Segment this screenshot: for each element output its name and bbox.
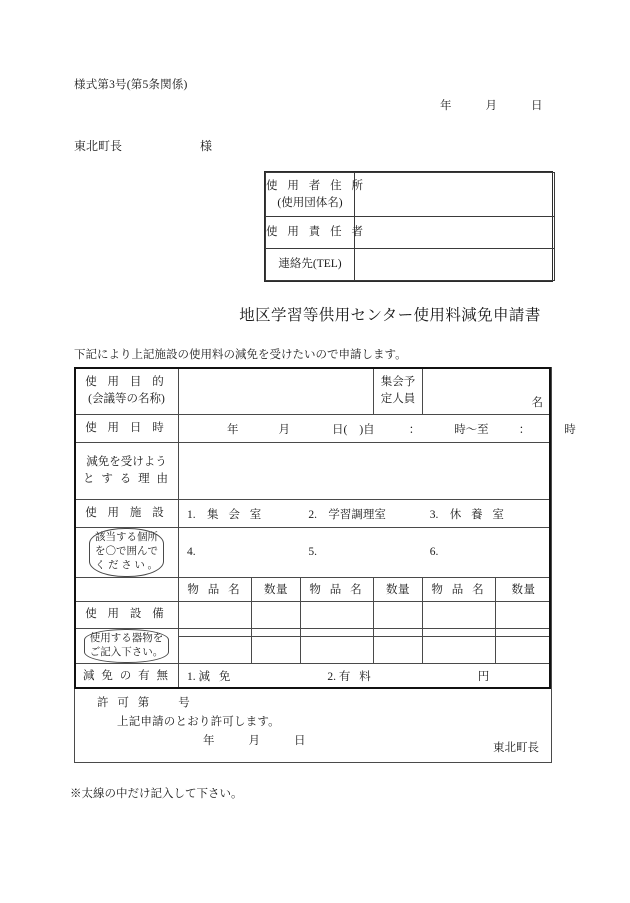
purpose-label-line2: (会議等の名称) (88, 393, 165, 405)
addressee-name: 東北町長 (74, 139, 123, 153)
equipment-header-qty-2: 数量 (374, 577, 423, 601)
equipment-header-qty-1: 数量 (252, 577, 301, 601)
table-row-datetime (75, 415, 552, 443)
equipment-cell-item[interactable] (423, 601, 496, 628)
facility-options-row-2[interactable] (179, 528, 552, 578)
datetime-month: 月 (278, 423, 290, 436)
equipment-cell-qty[interactable] (496, 628, 552, 636)
equipment-cell-item[interactable] (301, 628, 374, 636)
equipment-header-item-2: 物 品 名 (301, 577, 374, 601)
purpose-label-line1: 使 用 目 的 (85, 376, 168, 389)
equipment-cell-qty[interactable] (252, 628, 301, 636)
facility-option-4[interactable] (187, 546, 308, 558)
datetime-day: 日( (332, 423, 348, 436)
datetime-colon-end: ： (518, 423, 531, 436)
header-date-day: 日 (531, 100, 543, 112)
reduction-option-1-num: 1. (187, 670, 196, 683)
facility-option-3-name: 休 養 室 (449, 508, 508, 521)
equipment-cell-qty[interactable] (496, 636, 552, 663)
facility-option-3[interactable] (430, 506, 551, 522)
datetime-day-close: )自 (359, 423, 375, 436)
permission-date-month: 月 (248, 734, 260, 747)
equipment-cell-item[interactable] (179, 636, 252, 663)
applicant-manager-input[interactable] (355, 217, 555, 249)
table-row-purpose (75, 368, 552, 415)
usage-datetime-input[interactable] (179, 415, 576, 443)
facility-note-line2: を〇で囲んで (95, 546, 158, 558)
facility-option-4-num: 4. (187, 546, 196, 559)
reason-label-line1: 減免を受けよう (86, 456, 167, 469)
permission-section (75, 688, 552, 762)
datetime-time-from: 時〜至 (454, 423, 489, 436)
applicant-tel-input[interactable] (355, 249, 555, 281)
applicant-manager-label: 使 用 責 任 者 (266, 217, 355, 249)
equipment-cell-item[interactable] (179, 601, 252, 628)
datetime-year: 年 (227, 423, 239, 436)
reduction-option-2-name: 有 料 (338, 670, 374, 683)
equipment-header-blank (75, 577, 179, 601)
table-row-reduction (75, 663, 552, 688)
table-row (266, 173, 555, 217)
applicant-address-label-line2: (使用団体名) (277, 196, 343, 209)
main-form-table-wrapper (74, 367, 576, 763)
equipment-note-bracket (84, 629, 170, 663)
lead-sentence: 下記により上記施設の使用料の減免を受けたいので申請します。 (74, 349, 407, 361)
table-row-equipment-2 (75, 628, 552, 636)
applicant-address-input[interactable] (355, 173, 555, 217)
facility-options-row-1[interactable] (179, 500, 552, 528)
table-row-equipment-header (75, 577, 552, 601)
equipment-cell-item[interactable] (423, 636, 496, 663)
attendance-input[interactable] (423, 368, 552, 415)
reduction-label: 減 免 の 有 無 (75, 663, 179, 688)
applicant-address-label (266, 173, 367, 217)
equipment-cell-qty[interactable] (496, 601, 552, 628)
facility-option-5-num: 5. (308, 546, 317, 559)
equipment-cell-qty[interactable] (374, 628, 423, 636)
equipment-note-line2: ご記入下さい。 (89, 646, 164, 658)
equipment-cell-qty[interactable] (374, 601, 423, 628)
reduction-reason-label (75, 443, 179, 500)
applicant-table (265, 172, 555, 281)
table-row-permission (75, 688, 552, 762)
footnote: ※太線の中だけ記入して下さい。 (70, 788, 243, 800)
table-row-facility-1 (75, 500, 552, 528)
reduction-option-2[interactable] (327, 671, 373, 683)
table-row (266, 217, 555, 249)
usage-datetime-label: 使 用 日 時 (75, 415, 179, 443)
permission-number-line (83, 694, 543, 713)
reason-label-line2: と す る 理 由 (83, 473, 170, 485)
equipment-note (75, 628, 179, 663)
purpose-input[interactable] (179, 368, 374, 415)
applicant-info-box (264, 171, 553, 282)
equipment-cell-qty[interactable] (252, 601, 301, 628)
equipment-cell-item[interactable] (301, 601, 374, 628)
facility-option-2-name: 学習調理室 (328, 508, 386, 521)
facility-note (75, 528, 179, 578)
facility-option-2[interactable] (308, 506, 429, 522)
facility-note-line1: 該当する個所 (95, 532, 158, 543)
equipment-note-line1: 使用する器物を (89, 632, 164, 644)
equipment-cell-qty[interactable] (374, 636, 423, 663)
permission-signer: 東北町長 (493, 741, 540, 754)
permission-date-line (83, 732, 543, 751)
table-row-reason (75, 443, 552, 500)
reduction-option-2-num: 2. (327, 670, 336, 683)
applicant-address-label-line1: 使 用 者 住 所 (266, 179, 367, 192)
facility-note-line3: く だ さ い 。 (95, 560, 158, 572)
equipment-header-qty-3: 数量 (496, 577, 552, 601)
attendance-label (374, 368, 423, 415)
equipment-header-item-3: 物 品 名 (423, 577, 496, 601)
table-row (266, 249, 555, 281)
permission-date-year: 年 (203, 734, 215, 747)
facility-option-6[interactable] (430, 546, 551, 558)
reduction-option-1-name: 減 免 (198, 670, 234, 683)
equipment-header-item-1: 物 品 名 (179, 577, 252, 601)
equipment-label: 使 用 設 備 (75, 601, 179, 628)
equipment-cell-qty[interactable] (252, 636, 301, 663)
form-number: 様式第3号(第5条関係) (74, 79, 188, 91)
reduction-option-1[interactable] (187, 671, 233, 683)
facility-label: 使 用 施 設 (75, 500, 179, 528)
table-row-facility-2 (75, 528, 552, 578)
facility-option-1-num: 1. (187, 508, 196, 521)
equipment-cell-item[interactable] (301, 636, 374, 663)
reduction-options[interactable] (179, 663, 552, 688)
facility-option-3-num: 3. (429, 508, 439, 521)
reduction-currency-unit: 円 (477, 670, 490, 683)
facility-option-5[interactable] (308, 546, 429, 558)
facility-option-1[interactable] (187, 506, 308, 522)
attendance-label-line2: 定人員 (380, 393, 416, 405)
datetime-time-to: 時 (564, 423, 576, 436)
facility-option-2-num: 2. (308, 508, 317, 521)
addressee-line (74, 137, 212, 154)
page-title: 地区学習等供用センター使用料減免申請書 (239, 307, 541, 324)
attendance-label-line1: 集会予 (380, 376, 416, 389)
facility-option-1-name: 集 会 室 (207, 508, 265, 521)
attendance-unit: 名 (531, 397, 544, 409)
addressee-honorific: 様 (200, 139, 213, 153)
permission-date-day: 日 (294, 734, 306, 747)
header-date-line (440, 97, 543, 113)
reduction-reason-input[interactable] (179, 443, 552, 500)
permission-number-label: 許 可 第 (97, 696, 153, 709)
datetime-colon-start: ： (408, 423, 421, 436)
header-date-year: 年 (440, 100, 452, 112)
purpose-label (75, 368, 179, 415)
permission-statement: 上記申請のとおり許可します。 (117, 715, 280, 728)
equipment-cell-item[interactable] (179, 628, 252, 636)
facility-option-6-num: 6. (429, 546, 439, 559)
facility-note-bracket (89, 528, 164, 577)
table-row-equipment-1 (75, 601, 552, 628)
header-date-month: 月 (485, 100, 497, 112)
applicant-tel-label: 連絡先(TEL) (266, 249, 355, 281)
permission-number-unit: 号 (178, 696, 193, 709)
equipment-cell-item[interactable] (423, 628, 496, 636)
main-form-table (74, 367, 576, 763)
